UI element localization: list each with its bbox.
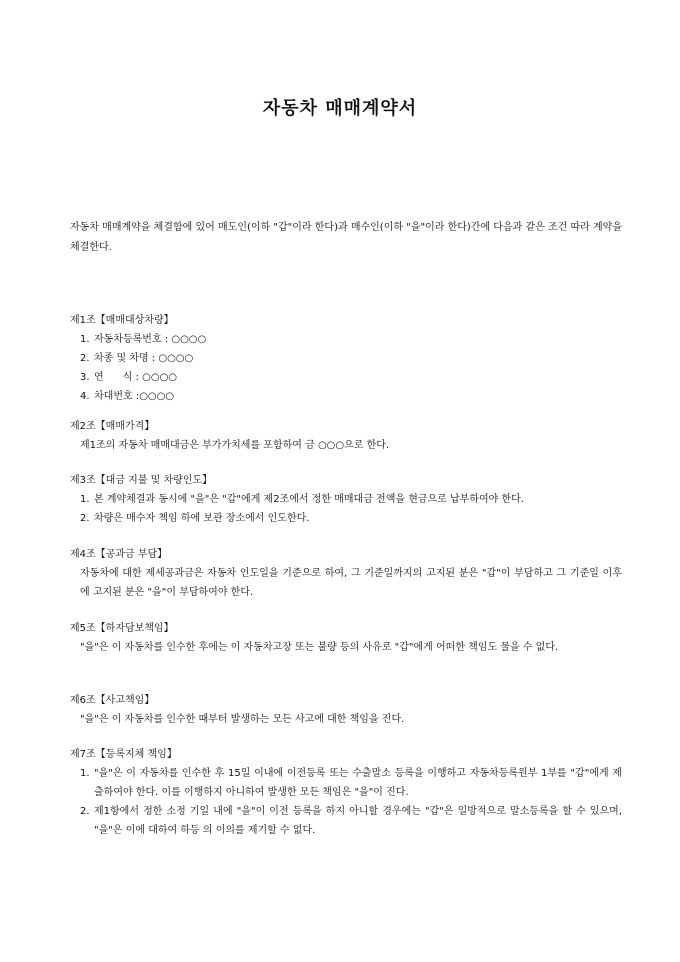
item-number: 3.	[80, 372, 90, 383]
item-text: 차량은 매수자 책임 하에 보관 장소에서 인도한다.	[94, 513, 310, 524]
item-number: 4.	[80, 391, 90, 402]
article-body: 제1조의 자동차 매매대금은 부가가치세를 포함하여 금 ○○○으로 한다.	[80, 440, 390, 451]
item-text: 자동차등록번호 : ○○○○	[94, 334, 207, 345]
item-number: 2.	[80, 353, 90, 364]
article-items	[70, 490, 622, 528]
item-number: 1.	[80, 768, 90, 779]
article-heading: 제5조【하자담보책임】	[70, 623, 174, 634]
article-body: 자동차에 대한 제세공과금은 자동차 인도일을 기준으로 하여, 그 기준일까지의 고지된 분은 "갑"이 부담하고 그 기준일 이후에 고지된 분은 "을"이 부담하여야 한다.	[80, 568, 622, 598]
item-text: 차종 및 차명 : ○○○○	[94, 353, 194, 364]
article-heading: 제7조【등록지체 책임】	[70, 749, 177, 760]
article-heading: 제2조【매매가격】	[70, 421, 155, 432]
item-text: 연 식 : ○○○○	[94, 372, 178, 383]
article-body: "을"은 이 자동차를 인수한 때부터 발생하는 모든 사고에 대한 책임을 진다.	[80, 714, 405, 725]
intro-paragraph: 자동차 매매계약을 체결함에 있어 매도인(이하 "갑"이라 한다)과 매수인(이하 "을"이라 한다)간에 다음과 같은 조건 따라 계약을 체결한다.	[70, 222, 622, 253]
item-number: 2.	[80, 806, 90, 817]
list-item	[80, 387, 622, 406]
list-item	[80, 349, 622, 368]
article-6	[70, 692, 622, 729]
item-text: "을"은 이 자동차를 인수한 후 15일 이내에 이전등록 또는 수출말소 등록을 이행하고 자동차등록원부 1부를 "갑"에게 제출하여야 한다. 이를 이행하지 아니하여 발생한 모든 책임은 "을"이 진다.	[94, 768, 622, 798]
article-items	[70, 330, 622, 406]
article-3	[70, 472, 622, 528]
item-number: 1.	[80, 494, 90, 505]
article-5	[70, 620, 622, 657]
item-text: 제1항에서 정한 소정 기일 내에 "을"이 이전 등록을 하지 아니할 경우에는 "갑"은 일방적으로 말소등록을 할 수 있으며, "을"은 이에 대하여 하등 의 이의를 제기할 수 없다.	[94, 806, 622, 836]
item-text: 차대번호 :○○○○	[94, 391, 175, 402]
list-item	[80, 330, 622, 349]
document-title: 자동차 매매계약서	[262, 98, 418, 119]
item-text: 본 계약체결과 동시에 "을"은 "갑"에게 제2조에서 정한 매매대금 전액을 현금으로 납부하여야 한다.	[94, 494, 524, 505]
article-7	[70, 746, 622, 840]
article-1	[70, 312, 622, 406]
article-heading: 제1조【매매대상차량】	[70, 315, 174, 326]
item-number: 1.	[80, 334, 90, 345]
list-item	[80, 509, 622, 528]
list-item	[80, 764, 622, 802]
list-item	[80, 802, 622, 840]
article-items	[70, 764, 622, 840]
article-heading: 제3조【대금 지불 및 차량인도】	[70, 475, 213, 486]
article-body: "을"은 이 자동차를 인수한 후에는 이 자동차고장 또는 불량 등의 사유로 "갑"에게 어떠한 책임도 물을 수 없다.	[80, 642, 559, 653]
list-item	[80, 368, 622, 387]
article-2	[70, 418, 622, 455]
item-number: 2.	[80, 513, 90, 524]
list-item	[80, 490, 622, 509]
article-4	[70, 546, 622, 602]
article-heading: 제4조【공과금 부담】	[70, 549, 168, 560]
article-heading: 제6조【사고책임】	[70, 695, 155, 706]
